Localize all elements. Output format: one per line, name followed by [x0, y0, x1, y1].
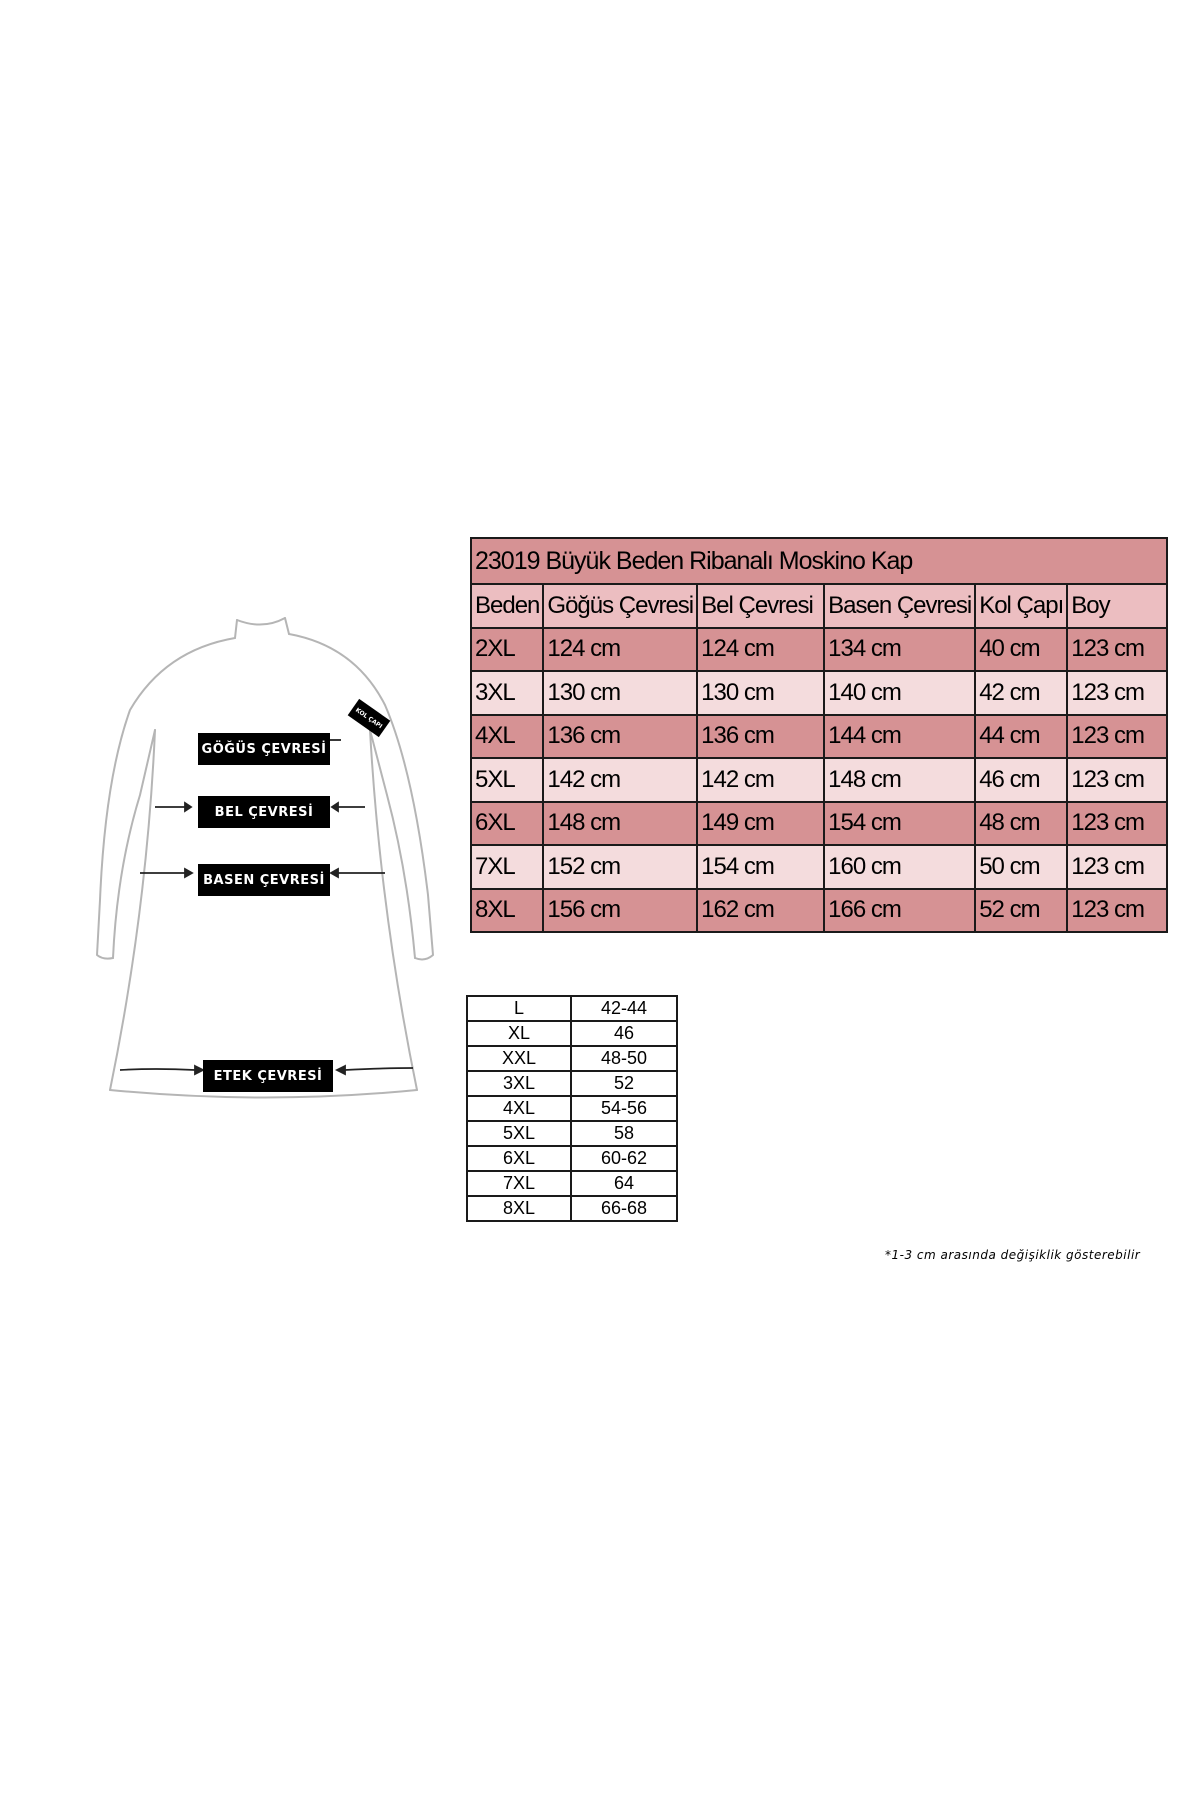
table-cell: 50 cm	[975, 845, 1067, 889]
size-conversion-table	[466, 995, 678, 1222]
header-cell: Basen Çevresi	[824, 584, 975, 628]
table-row	[471, 758, 1167, 802]
table-row	[471, 628, 1167, 672]
footnote: *1-3 cm arasında değişiklik gösterebilir	[885, 1248, 1141, 1262]
table-row	[467, 1046, 677, 1071]
table-cell: 160 cm	[824, 845, 975, 889]
table-cell: 136 cm	[697, 715, 824, 759]
table-cell: 142 cm	[543, 758, 697, 802]
table-cell: L	[467, 996, 571, 1021]
table-cell: 154 cm	[824, 802, 975, 846]
table-cell: 123 cm	[1067, 889, 1167, 933]
table-cell: 7XL	[467, 1171, 571, 1196]
chest-label: GÖĞÜS ÇEVRESİ	[198, 733, 330, 765]
table-row	[471, 889, 1167, 933]
table-cell: 48 cm	[975, 802, 1067, 846]
table-cell: 123 cm	[1067, 671, 1167, 715]
table-cell: 5XL	[467, 1121, 571, 1146]
table-cell: 148 cm	[543, 802, 697, 846]
hip-label: BASEN ÇEVRESİ	[198, 864, 330, 896]
table-cell: 8XL	[471, 889, 543, 933]
hem-label: ETEK ÇEVRESİ	[203, 1060, 333, 1092]
table-row	[471, 802, 1167, 846]
table-cell: 7XL	[471, 845, 543, 889]
table-cell: 134 cm	[824, 628, 975, 672]
table-cell: 124 cm	[697, 628, 824, 672]
size-table	[470, 537, 1168, 933]
table-cell: 156 cm	[543, 889, 697, 933]
table-row	[467, 1021, 677, 1046]
table-cell: 42-44	[571, 996, 677, 1021]
table-cell: 152 cm	[543, 845, 697, 889]
table-cell: 48-50	[571, 1046, 677, 1071]
table-cell: 130 cm	[697, 671, 824, 715]
table-cell: 52 cm	[975, 889, 1067, 933]
table-cell: 40 cm	[975, 628, 1067, 672]
table-cell: 162 cm	[697, 889, 824, 933]
table-cell: 140 cm	[824, 671, 975, 715]
table-cell: 6XL	[471, 802, 543, 846]
table-cell: 3XL	[471, 671, 543, 715]
table-cell: 64	[571, 1171, 677, 1196]
table-cell: 4XL	[467, 1096, 571, 1121]
table-row	[471, 671, 1167, 715]
table-cell: 44 cm	[975, 715, 1067, 759]
table-cell: 130 cm	[543, 671, 697, 715]
table-cell: 124 cm	[543, 628, 697, 672]
table-row	[467, 1171, 677, 1196]
garment-diagram	[95, 610, 435, 1110]
table-cell: 6XL	[467, 1146, 571, 1171]
table-cell: 123 cm	[1067, 845, 1167, 889]
table-cell: 42 cm	[975, 671, 1067, 715]
table-cell: 123 cm	[1067, 628, 1167, 672]
table-row	[467, 1146, 677, 1171]
table-header-row	[471, 584, 1167, 628]
table-cell: 46 cm	[975, 758, 1067, 802]
header-cell: Boy	[1067, 584, 1167, 628]
header-cell: Kol Çapı	[975, 584, 1067, 628]
table-cell: 2XL	[471, 628, 543, 672]
table-cell: XXL	[467, 1046, 571, 1071]
table-cell: 46	[571, 1021, 677, 1046]
waist-label: BEL ÇEVRESİ	[198, 796, 330, 828]
table-cell: 149 cm	[697, 802, 824, 846]
table-title: 23019 Büyük Beden Ribanalı Moskino Kap	[471, 538, 1167, 584]
table-row	[467, 996, 677, 1021]
table-row	[467, 1196, 677, 1221]
header-cell: Göğüs Çevresi	[543, 584, 697, 628]
table-cell: 54-56	[571, 1096, 677, 1121]
table-cell: 52	[571, 1071, 677, 1096]
table-cell: 123 cm	[1067, 802, 1167, 846]
table-cell: 5XL	[471, 758, 543, 802]
sleeve-label: KOL ÇAPI	[348, 699, 391, 737]
table-cell: XL	[467, 1021, 571, 1046]
table-row	[471, 715, 1167, 759]
table-cell: 136 cm	[543, 715, 697, 759]
table-cell: 142 cm	[697, 758, 824, 802]
table-cell: 123 cm	[1067, 758, 1167, 802]
table-cell: 4XL	[471, 715, 543, 759]
table-row	[467, 1096, 677, 1121]
header-cell: Bel Çevresi	[697, 584, 824, 628]
table-cell: 8XL	[467, 1196, 571, 1221]
table-cell: 148 cm	[824, 758, 975, 802]
header-cell: Beden	[471, 584, 543, 628]
table-cell: 58	[571, 1121, 677, 1146]
table-cell: 123 cm	[1067, 715, 1167, 759]
table-row	[467, 1121, 677, 1146]
table-cell: 144 cm	[824, 715, 975, 759]
table-cell: 66-68	[571, 1196, 677, 1221]
table-row	[467, 1071, 677, 1096]
table-cell: 3XL	[467, 1071, 571, 1096]
table-cell: 154 cm	[697, 845, 824, 889]
table-row	[471, 845, 1167, 889]
table-cell: 166 cm	[824, 889, 975, 933]
table-cell: 60-62	[571, 1146, 677, 1171]
